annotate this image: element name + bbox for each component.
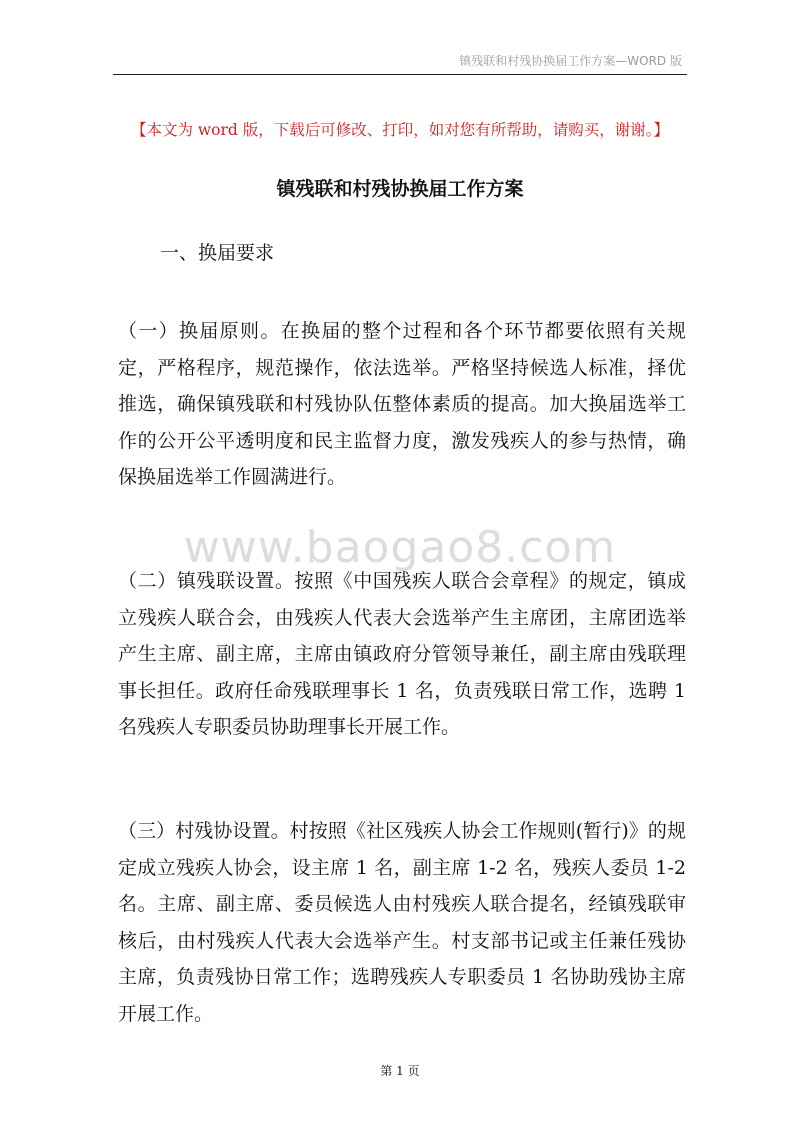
- header-divider: [113, 74, 687, 75]
- paragraph-village-association: （三）村残协设置。村按照《社区残疾人协会工作规则(暂行)》的规定成立残疾人协会，设主席 1 名，副主席 1-2 名，残疾人委员 1-2 名。主席、副主席、委员候选人由村残疾人联合提名，经镇残联审核后，由村残疾人代表大会选举产生。村支部书记或主任兼任残协主席，负责残协日常工作；选聘残疾人专职委员 1 名协助残协主席开展工作。: [118, 820, 686, 1025]
- paragraph-town-federation: （二）镇残联设置。按照《中国残疾人联合会章程》的规定，镇成立残疾人联合会，由残疾人代表大会选举产生主席团，主席团选举产生主席、副主席，主席由镇政府分管领导兼任，副主席由残联理事长担任。政府任命残联理事长 1 名，负责残联日常工作，选聘 1 名残疾人专职委员协助理事长开展工作。: [118, 570, 686, 738]
- section-heading: 一、换届要求: [160, 242, 275, 264]
- download-notice: 【本文为 word 版，下载后可修改、打印，如对您有所帮助，请购买，谢谢。】: [130, 121, 670, 139]
- watermark: www.baogao8.com: [183, 522, 617, 573]
- document-title: 镇残联和村残协换届工作方案: [276, 178, 524, 200]
- page-number: 第 1 页: [380, 1064, 420, 1078]
- page-header-title: 镇残联和村残协换届工作方案—WORD 版: [459, 54, 682, 68]
- paragraph-principle: （一）换届原则。在换届的整个过程和各个环节都要依照有关规定，严格程序，规范操作，依法选举。严格坚持候选人标准，择优推选，确保镇残联和村残协队伍整体素质的提高。加大换届选举工作的公开公平透明度和民主监督力度，激发残疾人的参与热情，确保换届选举工作圆满进行。: [118, 320, 686, 488]
